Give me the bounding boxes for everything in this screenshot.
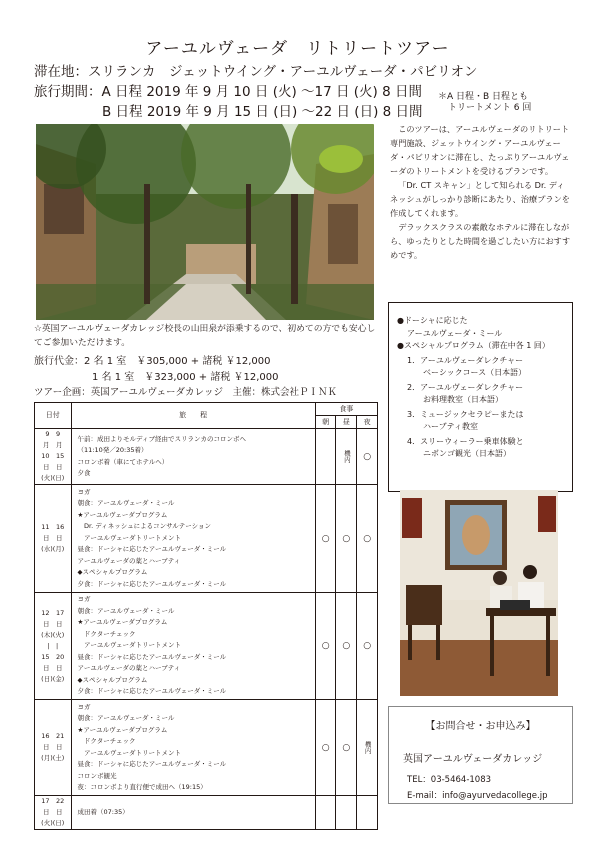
lunch-cell: 機内 xyxy=(336,429,357,485)
lunch-cell: ○ xyxy=(336,593,357,700)
lecture-room-photo xyxy=(400,490,558,696)
breakfast-cell xyxy=(315,429,336,485)
itinerary-line: ドクターチェック xyxy=(77,737,136,745)
itinerary-line: 昼食：ドーシャに応じたアーユルヴェーダ・ミール xyxy=(77,760,227,768)
program-box xyxy=(388,302,573,492)
itinerary-line: アーユルヴェーダの薬とハーブティ xyxy=(77,664,181,673)
breakfast-cell: ○ xyxy=(315,485,336,593)
itinerary-line: 昼食：ドーシャに応じたアーユルヴェーダ・ミール xyxy=(77,652,227,661)
date-line: 日 日 xyxy=(43,743,63,751)
date-cell xyxy=(35,485,72,593)
program-item-meal: ●ドーシャに応じた xyxy=(397,316,468,325)
special-program-3: 3．ミュージックセラピーまたは xyxy=(407,409,524,419)
date-line: 日 日 xyxy=(43,534,63,542)
itinerary-cell xyxy=(71,700,315,796)
contact-heading: 【お問合せ・お申込み】 xyxy=(425,721,536,732)
date-line: 10 15 xyxy=(41,452,65,460)
table-header-row xyxy=(35,403,378,416)
description-paragraph: このツアーは、アーユルヴェーダのリトリート専門施設、ジェットウイング・アーユルヴェーダ・パビリオンに滞在し、たっぷりアーユルヴェーダのトリートメントを受けるプランです。 xyxy=(390,124,570,176)
itinerary-line: アーユルヴェーダの薬とハーブティ xyxy=(77,556,181,565)
lunch-cell xyxy=(336,796,357,830)
breakfast-cell: ○ xyxy=(315,700,336,796)
price-double: 旅行代金：2 名 1 室 ￥305,000 + 諸税 ￥12,000 xyxy=(34,356,271,367)
contact-box xyxy=(388,706,573,804)
special-program-3-detail: ハーブティ教室 xyxy=(423,422,478,431)
itinerary-line: ヨガ xyxy=(77,595,91,604)
dinner-cell xyxy=(357,796,378,830)
header-dinner: 夜 xyxy=(357,416,378,429)
date-cell xyxy=(35,700,72,796)
header-breakfast: 朝 xyxy=(315,416,336,429)
program-item-special: ●スペシャルプログラム（滞在中各 1 回） xyxy=(397,341,550,350)
special-program-4: 4．スリーウィーラー乗車体験と xyxy=(407,436,524,446)
header-meals: 食事 xyxy=(315,403,377,416)
date-line: 9 9 xyxy=(45,430,61,438)
breakfast-cell: ○ xyxy=(315,593,336,700)
program-item-meal-cont: アーユルヴェーダ・ミール xyxy=(407,328,503,338)
date-line: (水)(月) xyxy=(41,545,65,553)
contact-phone: TEL：03-5464-1083 xyxy=(407,775,492,785)
tour-description xyxy=(390,122,572,262)
date-line: | | xyxy=(47,641,59,650)
itinerary-line: アーユルヴェーダトリートメント xyxy=(77,641,181,650)
itinerary-line: 朝食：アーユルヴェーダ・ミール xyxy=(77,606,175,615)
date-cell xyxy=(35,429,72,485)
date-line: 日 日 xyxy=(43,663,63,672)
special-program-1: 1．アーユルヴェーダレクチャー xyxy=(407,355,524,365)
special-program-2-detail: お料理教室（日本語） xyxy=(423,395,503,404)
date-line: 月 月 xyxy=(43,441,63,449)
dinner-cell: ○ xyxy=(357,593,378,700)
date-line: 11 16 xyxy=(41,523,65,531)
itinerary-line: コロンボ観光 xyxy=(77,771,117,780)
special-program-4-detail: ニボンゴ観光（日本語） xyxy=(423,449,511,458)
itinerary-line: 朝食：アーユルヴェーダ・ミール xyxy=(77,714,175,722)
itinerary-line: 昼食：ドーシャに応じたアーユルヴェーダ・ミール xyxy=(77,545,227,554)
itinerary-cell xyxy=(71,593,315,700)
date-line: (火)(日) xyxy=(41,474,65,482)
price-single: 1 名 1 室 ￥323,000 + 諸税 ￥12,000 xyxy=(92,372,279,383)
date-line: 日 日 xyxy=(43,619,63,628)
date-line: 15 20 xyxy=(41,652,65,661)
itinerary-line: （11:10発／20:35着） xyxy=(77,446,148,454)
date-line: 12 17 xyxy=(41,608,65,617)
contact-organization: 英国アーユルヴェーダカレッジ xyxy=(403,754,543,765)
date-line: 日 日 xyxy=(43,808,63,816)
dinner-cell: ○ xyxy=(357,485,378,593)
itinerary-line: ★アーユルヴェーダプログラム xyxy=(77,725,168,734)
itinerary-line: 夜：コロンボより直行便で成田へ（19:15） xyxy=(77,783,207,791)
itinerary-line: ヨガ xyxy=(77,702,91,711)
itinerary-line: 夕食：ドーシャに応じたアーユルヴェーダ・ミール xyxy=(77,579,227,588)
header-lunch: 昼 xyxy=(336,416,357,429)
table-row xyxy=(35,593,378,700)
description-paragraph: 「Dr. CT スキャン」として知られる Dr. ディネッシュがしっかり診断にあたり、治療プランを作成してくれます。 xyxy=(390,180,570,218)
table-row xyxy=(35,796,378,830)
date-line: (月)(土) xyxy=(41,754,65,762)
itinerary-line: ◆スペシャルプログラム xyxy=(77,568,148,577)
header-itinerary: 旅 程 xyxy=(71,403,315,429)
special-program-2: 2．アーユルヴェーダレクチャー xyxy=(407,382,524,392)
date-line: 17 22 xyxy=(41,797,65,805)
organizer-text: ツアー企画：英国アーユルヴェーダカレッジ 主催：株式会社ＰＩＮＫ xyxy=(34,387,337,398)
date-line: (火)(日) xyxy=(41,819,65,827)
period-line-b: B 日程 2019 年 9 月 15 日 (日) 〜22 日 (日) 8 日間 xyxy=(102,104,423,120)
itinerary-line: Dr. ディネッシュによるコンサルテーション xyxy=(77,522,211,531)
breakfast-cell xyxy=(315,796,336,830)
special-program-1-detail: ベーシックコース（日本語） xyxy=(423,368,527,377)
lunch-cell: ○ xyxy=(336,700,357,796)
itinerary-cell xyxy=(71,485,315,593)
date-cell xyxy=(35,593,72,700)
itinerary-line: 成田着（07:35） xyxy=(77,807,129,816)
header-date: 日付 xyxy=(35,403,72,429)
itinerary-cell xyxy=(71,796,315,830)
escort-caption: ☆英国アーユルヴェーダカレッジ校長の山田泉が添乗するので、初めての方でも安心してご参加いただけます。 xyxy=(34,324,376,348)
itinerary-line: ◆スペシャルプログラム xyxy=(77,675,148,684)
itinerary-line: 夕食 xyxy=(77,469,91,477)
page-title: アーユルヴェーダ リトリートツアー xyxy=(145,39,450,59)
table-row xyxy=(35,429,378,485)
description-paragraph: デラックスクラスの素敵なホテルに滞在しながら、ゆったりとした時間を過ごしたい方におすすめです。 xyxy=(390,222,571,260)
itinerary-line: ドクターチェック xyxy=(77,629,136,638)
date-line: (木)(火) xyxy=(41,630,65,639)
itinerary-line: ★アーユルヴェーダプログラム xyxy=(77,510,168,519)
date-line: 16 21 xyxy=(41,732,65,740)
itinerary-line: ヨガ xyxy=(77,487,91,496)
dinner-cell: ○ xyxy=(357,429,378,485)
note-line-1: ＊A 日程・B 日程とも xyxy=(438,92,529,102)
itinerary-line: 午前：成田よりモルディブ経由でスリランカのコロンボへ xyxy=(77,434,246,443)
itinerary-line: アーユルヴェーダトリートメント xyxy=(77,533,181,542)
table-row xyxy=(35,700,378,796)
date-cell xyxy=(35,796,72,830)
date-line: 日 日 xyxy=(43,463,63,471)
itinerary-table xyxy=(34,402,378,830)
lunch-cell: ○ xyxy=(336,485,357,593)
period-line-a: 旅行期間：A 日程 2019 年 9 月 10 日 (火) 〜17 日 (火) 8 日間 xyxy=(34,84,422,100)
courtyard-photo xyxy=(36,124,374,320)
date-line: (日)(金) xyxy=(41,674,65,683)
itinerary-line: コロンボ着（車にてホテルへ） xyxy=(77,457,169,466)
itinerary-cell xyxy=(71,429,315,485)
table-row xyxy=(35,485,378,593)
itinerary-line: アーユルヴェーダトリートメント xyxy=(77,748,181,757)
location-text: 滞在地：スリランカ ジェットウイング・アーユルヴェーダ・パビリオン xyxy=(34,64,478,80)
note-line-2: トリートメント 6 回 xyxy=(448,103,532,113)
contact-email: E-mail：info@ayurvedacollege.jp xyxy=(407,791,548,801)
itinerary-line: 朝食：アーユルヴェーダ・ミール xyxy=(77,499,175,508)
itinerary-line: ★アーユルヴェーダプログラム xyxy=(77,618,168,627)
dinner-cell: 機内 xyxy=(357,700,378,796)
itinerary-line: 夕食：ドーシャに応じたアーユルヴェーダ・ミール xyxy=(77,687,227,696)
treatment-note xyxy=(438,92,531,114)
